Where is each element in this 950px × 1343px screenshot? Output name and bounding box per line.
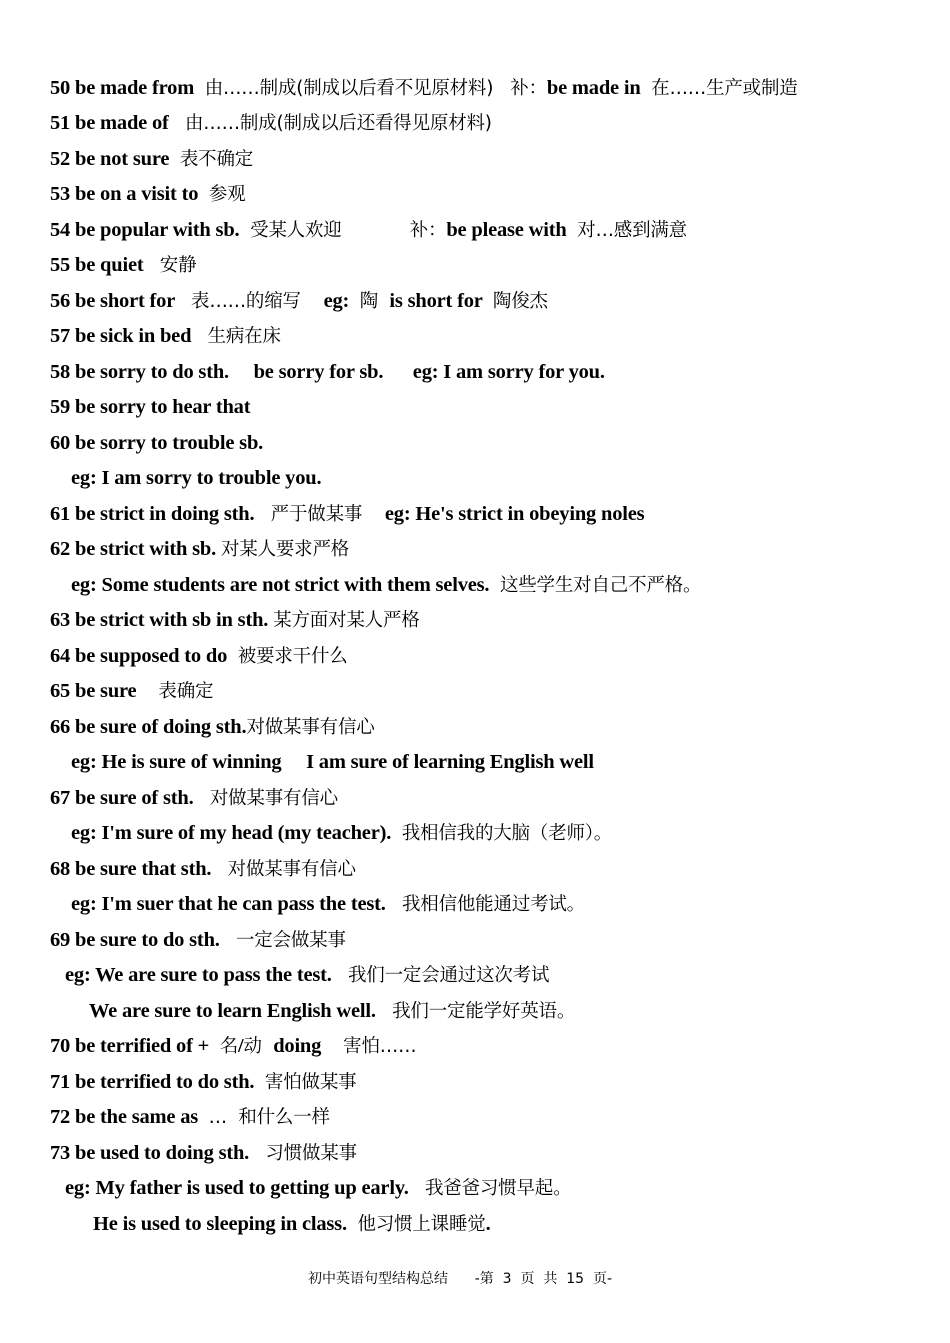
chinese-gloss: 由……制成(制成以后看不见原材料) 补： [199,78,547,99]
text-line [50,431,263,455]
text-line [89,999,575,1024]
text-line [50,786,338,811]
text-line [50,395,250,419]
text-line [50,324,281,349]
text-line [50,147,253,172]
bold-phrase: 56 be short for [50,290,180,312]
bold-phrase: 51 be made of [50,112,174,134]
bold-phrase: / [238,1035,244,1057]
bold-phrase: 73 be used to doing sth. [50,1142,255,1164]
text-line [50,857,356,882]
text-line [50,502,644,527]
bold-phrase: 66 be sure of doing sth. [50,716,247,738]
bold-phrase: eg: He is sure of winning I am sure of learning English well [71,751,594,773]
chinese-gloss: 参观 [203,184,246,205]
chinese-gloss: 对做某事有信心 [246,717,375,738]
text-line [93,1212,491,1237]
chinese-gloss: 对…感到满意 [571,220,687,241]
bold-phrase: We are sure to learn English well. [89,1000,381,1022]
chinese-gloss: 动 [243,1036,274,1057]
text-line [65,1176,571,1201]
bold-phrase: eg: He's strict in obeying noles [384,503,645,525]
chinese-gloss: 被要求干什么 [232,646,348,667]
text-line [50,76,798,101]
text-line [50,218,687,243]
bold-phrase: . [485,1213,491,1235]
text-line [50,1034,416,1059]
bold-phrase: 69 be sure to do sth. [50,929,225,951]
chinese-gloss: 我相信他能通过考试。 [390,894,585,915]
page-footer: 初中英语句型结构总结 -第 3 页 共 15 页- [308,1271,613,1287]
text-line [71,573,701,598]
chinese-gloss: 生病在床 [196,326,281,347]
chinese-gloss: 一定会做某事 [224,930,346,951]
bold-phrase: eg: Some students are not strict with them selves. [71,574,495,596]
bold-phrase: 60 be sorry to trouble sb. [50,432,264,454]
bold-phrase: 63 be strict with sb in sth. [50,609,274,631]
chinese-gloss: 我们一定会通过这次考试 [336,965,550,986]
text-line [71,892,585,917]
chinese-gloss: 陶俊杰 [487,291,548,312]
bold-phrase: 70 be terrified of + [50,1035,215,1057]
bold-phrase: eg: I'm sure of my head (my teacher). [71,822,397,844]
text-line [50,360,605,384]
chinese-gloss: 害怕做某事 [259,1072,357,1093]
bold-phrase: 71 be terrified to do sth. [50,1071,260,1093]
chinese-gloss: 在……生产或制造 [645,78,798,99]
text-line [71,750,594,774]
chinese-gloss: 某方面对某人严格 [273,610,420,631]
bold-phrase: 68 be sure that sth. [50,858,217,880]
chinese-gloss: 受某人欢迎 补： [244,220,447,241]
text-line [50,111,492,136]
text-line [50,928,346,953]
bold-phrase: 54 be popular with sb. [50,219,245,241]
text-line [50,679,213,704]
chinese-gloss: 严于做某事 [259,504,385,525]
bold-phrase: 64 be supposed to do [50,645,233,667]
text-line [50,1105,330,1130]
bold-phrase: 58 be sorry to do sth. be sorry for sb. eg: I am sorry for you. [50,361,605,383]
text-line [50,608,420,633]
bold-phrase: 59 be sorry to hear that [50,396,251,418]
text-line [50,644,348,669]
text-line [50,1141,357,1166]
chinese-gloss: 我们一定能学好英语。 [380,1001,576,1022]
chinese-gloss: 我爸爸习惯早起。 [413,1178,572,1199]
text-line [50,1070,356,1095]
bold-phrase: eg: I'm suer that he can pass the test. [71,893,391,915]
chinese-gloss: 表不确定 [174,149,254,170]
bold-phrase: is short for [389,290,488,312]
chinese-gloss: 对做某事有信心 [198,788,338,809]
chinese-gloss: 名 [214,1036,239,1057]
bold-phrase: eg: [323,290,355,312]
bold-phrase: doing [273,1035,327,1057]
chinese-gloss: 习惯做某事 [254,1143,357,1164]
bold-phrase: He is used to sleeping in class. [93,1213,352,1235]
bold-phrase: be please with [446,219,572,241]
bold-phrase: eg: I am sorry to trouble you. [71,467,322,489]
chinese-gloss: 陶 [354,291,390,312]
bold-phrase: 53 be on a visit to [50,183,204,205]
chinese-gloss: 这些学生对自己不严格。 [494,575,702,596]
text-line [65,963,549,988]
text-line [50,289,548,314]
chinese-gloss: 对某人要求严格 [220,539,350,560]
bold-phrase: 72 be the same as [50,1106,203,1128]
chinese-gloss: 对做某事有信心 [216,859,356,880]
bold-phrase: 65 be sure [50,680,142,702]
bold-phrase: be made in [546,77,646,99]
chinese-gloss: 表……的缩写 [179,291,324,312]
bold-phrase: 50 be made from [50,77,200,99]
bold-phrase: 52 be not sure [50,148,175,170]
text-line [71,821,612,846]
bold-phrase: eg: We are sure to pass the test. [65,964,337,986]
bold-phrase: 62 be strict with sb. [50,538,221,560]
chinese-gloss: 害怕…… [326,1036,417,1057]
bold-phrase: eg: My father is used to getting up early. [65,1177,414,1199]
chinese-gloss: … 和什么一样 [202,1107,330,1128]
chinese-gloss: 我相信我的大脑（老师）。 [396,823,613,844]
chinese-gloss: 表确定 [141,681,214,702]
bold-phrase: 57 be sick in bed [50,325,197,347]
text-line [71,466,321,490]
chinese-gloss: 由……制成(制成以后还看得见原材料) [173,113,492,134]
bold-phrase: 67 be sure of sth. [50,787,199,809]
text-line [50,182,245,207]
text-line [50,253,196,278]
text-line [50,537,349,562]
text-line [50,715,375,740]
bold-phrase: 55 be quiet [50,254,149,276]
chinese-gloss: 他习惯上课睡觉 [351,1214,486,1235]
chinese-gloss: 安静 [148,255,197,276]
bold-phrase: 61 be strict in doing sth. [50,503,260,525]
